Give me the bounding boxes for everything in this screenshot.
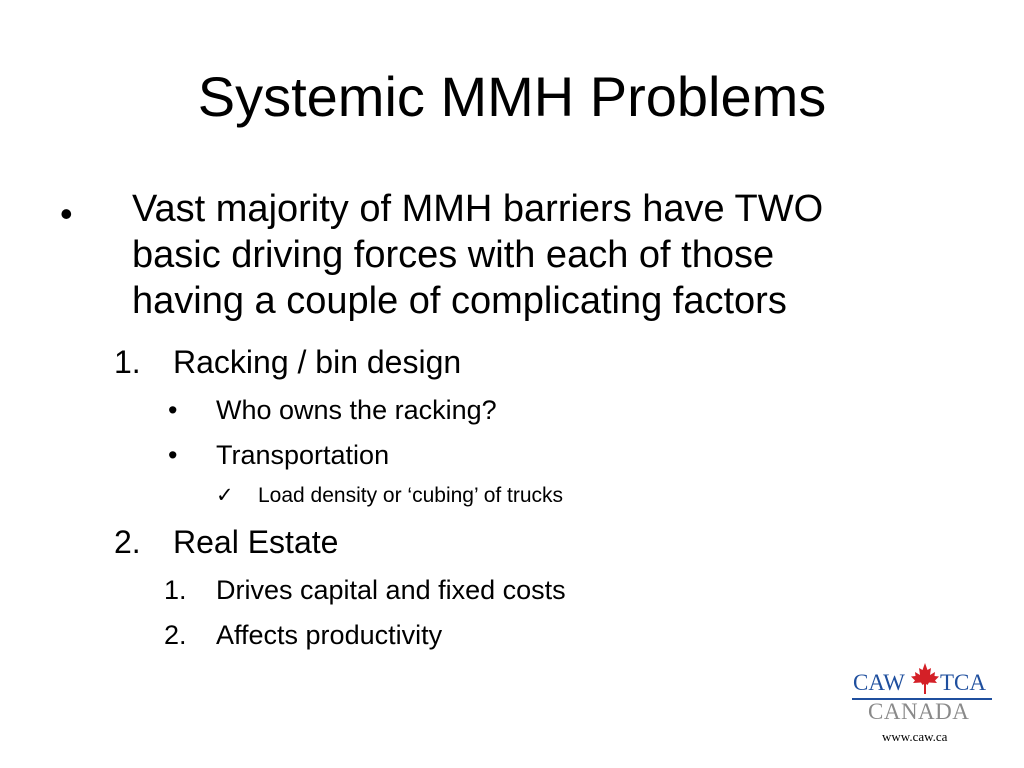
item-2-sub-2-marker: 2. bbox=[164, 620, 187, 650]
item-1-sub-2-marker: • bbox=[168, 440, 178, 470]
maple-leaf-icon bbox=[910, 662, 940, 696]
main-bullet-marker: • bbox=[60, 193, 73, 234]
item-2-sub-1-marker: 1. bbox=[164, 575, 187, 605]
main-bullet-text bbox=[132, 186, 823, 324]
item-1-label: Racking / bin design bbox=[173, 344, 462, 380]
item-1-subsub-1-label: Load density or ‘cubing’ of trucks bbox=[258, 484, 564, 507]
item-1-sub-2-label: Transportation bbox=[216, 440, 390, 470]
item-1-marker: 1. bbox=[114, 344, 141, 380]
item-1-sub-1-marker: • bbox=[168, 395, 178, 425]
item-2-sub-2-label: Affects productivity bbox=[216, 620, 443, 650]
logo-country: CANADA bbox=[868, 699, 970, 724]
slide-title: Systemic MMH Problems bbox=[197, 65, 827, 128]
caw-tca-logo bbox=[850, 660, 996, 750]
main-bullet-line-1: Vast majority of MMH barriers have TWO bbox=[132, 188, 824, 230]
logo-left-text: CAW bbox=[853, 670, 905, 695]
item-2-marker: 2. bbox=[114, 524, 141, 560]
item-2-sub-1-label: Drives capital and fixed costs bbox=[216, 575, 566, 605]
logo-url: www.caw.ca bbox=[882, 729, 948, 744]
logo-right-text: TCA bbox=[940, 670, 986, 695]
item-1-sub-1-label: Who owns the racking? bbox=[216, 395, 497, 425]
item-2-label: Real Estate bbox=[173, 524, 339, 560]
main-bullet-line-2: basic driving forces with each of those bbox=[132, 234, 775, 276]
check-icon: ✓ bbox=[216, 484, 234, 507]
main-bullet-line-3: having a couple of complicating factors bbox=[132, 280, 787, 322]
